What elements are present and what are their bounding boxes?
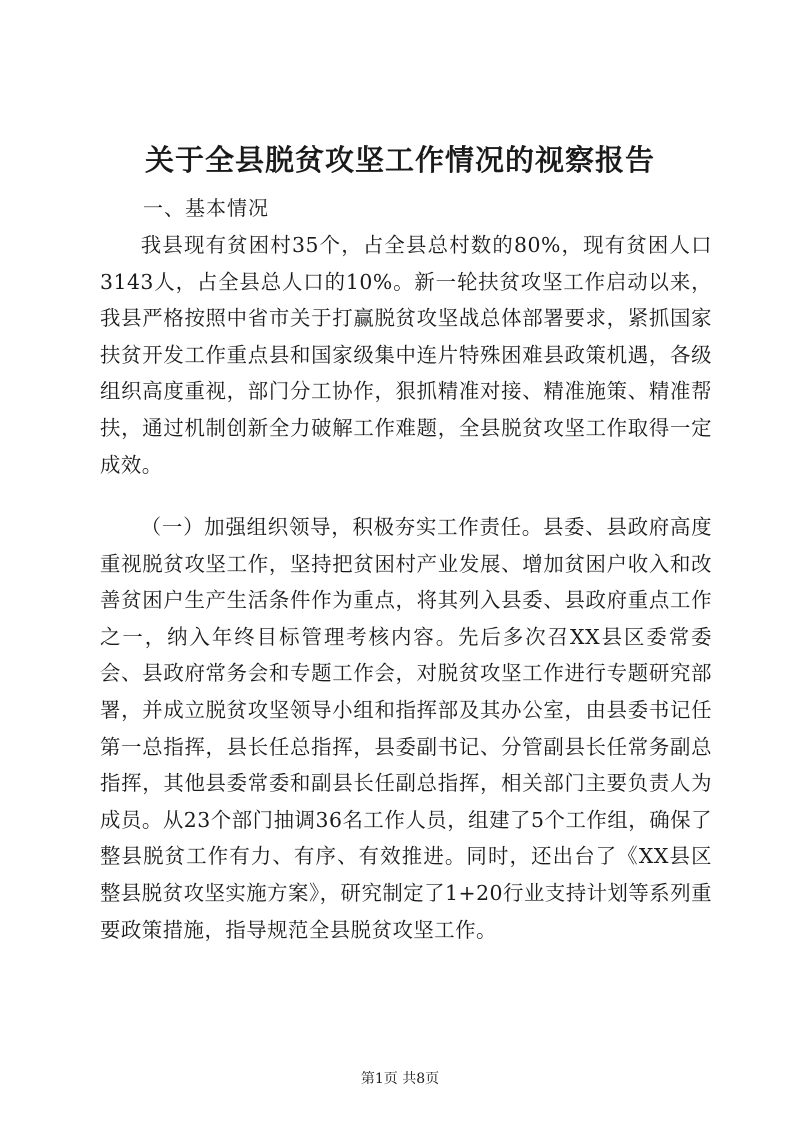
paragraph-organization-leadership: （一）加强组织领导，积极夯实工作责任。县委、县政府高度重视脱贫攻坚工作，坚持把贫困村产业发展、增加贫困户收入和改善贫困户生产生活条件作为重点，将其列入县委、县政府重点工作之一，纳入年终目标管理考核内容。先后多次召XX县区委常委会、县政府常务会和专题工作会，对脱贫攻坚工作进行专题研究部署，并成立脱贫攻坚领导小组和指挥部及其办公室，由县委书记任第一总指挥，县长任总指挥，县委副书记、分管副县长任常务副总指挥，其他县委常委和副县长任副总指挥，相关部门主要负责人为成员。从23个部门抽调36名工作人员，组建了5个工作组，确保了整县脱贫工作有力、有序、有效推进。同时，还出台了《XX县区整县脱贫攻坚实施方案》，研究制定了1+20行业支持计划等系列重要政策措施，指导规范全县脱贫攻坚工作。 [100, 515, 712, 942]
section-heading: 一、基本情况 [143, 196, 269, 220]
page-footer: 第1页 共8页 [360, 1071, 440, 1087]
document-title: 关于全县脱贫攻坚工作情况的视察报告 [144, 143, 655, 177]
paragraph-basic-situation: 我县现有贫困村35个，占全县总村数的80%，现有贫困人口3143人，占全县总人口的10%。新一轮扶贫攻坚工作启动以来，我县严格按照中省市关于打赢脱贫攻坚战总体部署要求，紧抓国家扶贫开发工作重点县和国家级集中连片特殊困难县政策机遇，各级组织高度重视，部门分工协作，狠抓精准对接、精准施策、精准帮扶，通过机制创新全力破解工作难题，全县脱贫攻坚工作取得一定成效。 [100, 233, 712, 477]
